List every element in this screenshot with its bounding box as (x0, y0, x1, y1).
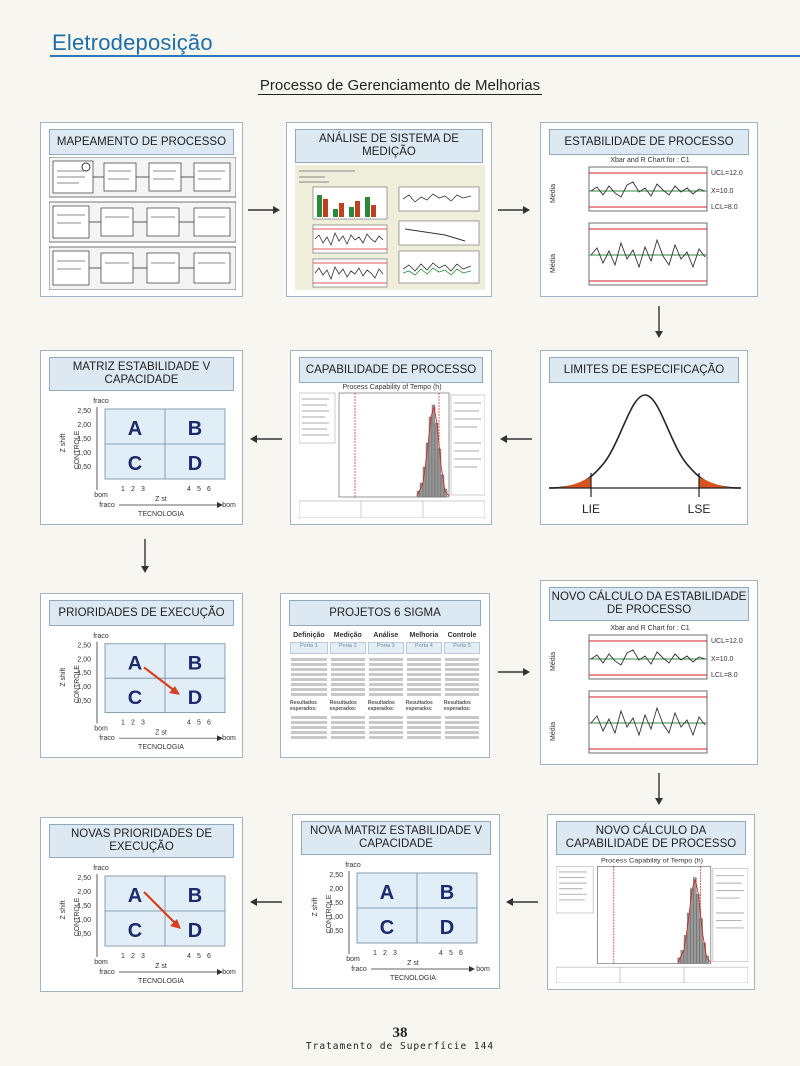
x-tick: 2 (131, 953, 135, 960)
results-label: Resultados esperados: (405, 700, 433, 712)
section-title: Eletrodeposição (52, 30, 213, 55)
zst-label: Z st (155, 963, 167, 970)
process-map (49, 157, 234, 288)
card-title: ESTABILIDADE DE PROCESSO (549, 129, 749, 155)
y-bottom-label: bom (346, 956, 360, 963)
matrix-cell-c: C (127, 920, 143, 942)
y-label-bottom: Média (550, 253, 557, 273)
ucl-label: UCL=12.0 (711, 638, 743, 645)
card-msa (286, 122, 492, 297)
y-tick: 0,50 (329, 928, 343, 935)
phase-text (443, 655, 481, 699)
y-tick: 1,50 (77, 670, 91, 678)
x-tick: 5 (197, 953, 201, 960)
y-top-label: fraco (93, 865, 109, 872)
chart-title: Xbar and R Chart for : C1 (610, 625, 690, 632)
xbar-r-svg (549, 155, 751, 290)
x-tick: 3 (141, 953, 145, 960)
dmaic-grid (289, 630, 481, 742)
x-axis-label: TECNOLOGIA (390, 975, 436, 982)
arrow-left (248, 895, 284, 909)
phase-header: Definição (293, 632, 325, 639)
y-axis-label: CONTROLE (326, 894, 333, 934)
arrow-left (504, 895, 540, 909)
matrix-cell-c: C (127, 686, 143, 709)
x-right-label: bom (222, 502, 236, 509)
y-tick: 2,50 (329, 872, 343, 879)
dmaic-table (289, 630, 481, 749)
phase-step: Porta 2 (330, 642, 366, 654)
card-mapeamento (40, 122, 243, 297)
y-tick: 1,00 (77, 450, 91, 457)
y-tick: 1,00 (329, 914, 343, 921)
x-tick: 5 (197, 486, 201, 493)
y-tick: 2,00 (329, 886, 343, 893)
card-limites (540, 350, 748, 525)
phase-step: Porta 4 (406, 642, 442, 654)
matrix-svg (49, 395, 236, 518)
matrix-cell-a: A (127, 652, 143, 675)
y-bottom-label: bom (94, 959, 108, 966)
y-tick: 1,50 (77, 903, 91, 910)
matrix-cell-c: C (379, 917, 395, 939)
capability-chart (299, 383, 483, 516)
y-tick: 1,00 (77, 684, 91, 692)
normal-curve (549, 385, 739, 516)
x-tick: 6 (459, 950, 463, 957)
msa-charts (295, 165, 485, 290)
mean-label: X=10.0 (711, 188, 734, 195)
card-novo-capabilidade (547, 814, 755, 990)
chart-title: Process Capability of Tempo (h) (342, 384, 442, 391)
x-tick: 4 (187, 486, 191, 493)
y-top-label: fraco (345, 862, 361, 869)
x-tick: 3 (393, 950, 397, 957)
card-estabilidade (540, 122, 758, 297)
x-tick: 1 (121, 719, 125, 727)
xbar-r-chart (549, 623, 749, 756)
arrow-left (498, 432, 534, 446)
y-tick: 2,00 (77, 889, 91, 896)
zshift-label: Z shift (59, 667, 68, 687)
x-tick: 6 (207, 953, 211, 960)
matrix-chart (301, 859, 491, 980)
x-tick: 1 (121, 486, 125, 493)
normal-curve-svg (549, 385, 741, 518)
matrix-cell-a: A (379, 882, 395, 904)
zst-label: Z st (155, 729, 167, 737)
y-label-bottom: Média (550, 721, 557, 741)
phase-header: Controle (447, 632, 477, 639)
phase-step: Porta 1 (290, 642, 328, 654)
lse-label: LSE (687, 502, 711, 516)
card-title: LIMITES DE ESPECIFICAÇÃO (549, 357, 739, 383)
x-tick: 1 (373, 950, 377, 957)
phase-step: Porta 3 (368, 642, 404, 654)
header-rule (50, 55, 800, 57)
arrow-right (496, 665, 532, 679)
x-axis-label: TECNOLOGIA (138, 744, 184, 751)
lcl-label: LCL=8.0 (711, 204, 738, 211)
publication-name: Tratamento de Superfície 144 (305, 1041, 495, 1052)
y-tick: 1,50 (329, 900, 343, 907)
zshift-label: Z shift (60, 900, 67, 920)
results-label: Resultados esperados: (443, 700, 471, 712)
x-left-label: fraco (351, 966, 367, 973)
y-tick: 1,00 (77, 917, 91, 924)
y-bottom-label: bom (94, 492, 108, 499)
phase-header: Medição (333, 632, 362, 639)
process-map-diagram (49, 157, 236, 290)
chart-title: Process Capability of Tempo (h) (600, 857, 704, 865)
x-tick: 2 (383, 950, 387, 957)
mean-label: X=10.0 (711, 656, 734, 663)
x-tick: 6 (207, 486, 211, 493)
matrix-svg (301, 859, 493, 982)
card-title: PRIORIDADES DE EXECUÇÃO (49, 600, 234, 626)
matrix-cell-b: B (187, 418, 203, 440)
x-right-label: bom (222, 735, 236, 743)
x-tick: 1 (121, 953, 125, 960)
x-left-label: fraco (99, 502, 115, 509)
matrix-cell-d: D (187, 920, 203, 942)
card-prioridades (40, 593, 243, 758)
y-bottom-label: bom (94, 725, 108, 733)
y-top-label: fraco (93, 398, 109, 405)
lcl-label: LCL=8.0 (711, 672, 738, 679)
zst-label: Z st (155, 496, 167, 503)
x-tick: 3 (141, 719, 145, 727)
y-tick: 0,50 (77, 464, 91, 471)
matrix-cell-b: B (439, 882, 455, 904)
zst-label: Z st (407, 960, 419, 967)
card-capabilidade (290, 350, 492, 525)
card-projetos (280, 593, 490, 758)
phase-header: Melhoria (409, 632, 439, 639)
phase-text (405, 713, 443, 742)
arrow-down (138, 537, 152, 575)
matrix-cell-a: A (127, 418, 143, 440)
card-title: NOVA MATRIZ ESTABILIDADE V CAPACIDADE (301, 821, 491, 855)
card-novas-prioridades (40, 817, 243, 992)
capability-svg (299, 383, 485, 518)
x-tick: 4 (439, 950, 443, 957)
phase-text (367, 713, 405, 742)
msa-sixpack (295, 165, 483, 288)
y-tick: 2,50 (77, 408, 91, 415)
x-tick: 2 (131, 486, 135, 493)
x-tick: 5 (197, 719, 201, 727)
card-matriz (40, 350, 243, 525)
matrix-cell-d: D (439, 917, 455, 939)
y-tick: 1,50 (77, 436, 91, 443)
phase-text (329, 713, 367, 742)
arrow-down (652, 771, 666, 807)
card-title: MAPEAMENTO DE PROCESSO (49, 129, 234, 155)
matrix-cell-b: B (187, 885, 203, 907)
page-subtitle: Processo de Gerenciamento de Melhorias (259, 77, 541, 94)
matrix-cell-d: D (187, 453, 203, 475)
ucl-label: UCL=12.0 (711, 170, 743, 177)
card-title: PROJETOS 6 SIGMA (289, 600, 481, 626)
phase-text (289, 713, 329, 742)
y-tick: 0,50 (77, 697, 91, 705)
arrow-right (246, 203, 282, 217)
phase-header: Análise (373, 632, 399, 639)
matrix-cell-a: A (127, 885, 143, 907)
x-tick: 3 (141, 486, 145, 493)
lie-label: LIE (581, 502, 601, 516)
page-number: 38 (392, 1025, 408, 1041)
x-right-label: bom (476, 966, 490, 973)
y-tick: 2,00 (77, 422, 91, 429)
matrix-cell-c: C (127, 453, 143, 475)
card-title: NOVO CÁLCULO DA CAPABILIDADE DE PROCESSO (556, 821, 746, 855)
card-novo-estabilidade (540, 580, 758, 765)
phase-text (405, 655, 443, 699)
zshift-label: Z shift (312, 897, 319, 917)
y-top-label: fraco (93, 632, 109, 640)
arrow-right (496, 203, 532, 217)
x-left-label: fraco (99, 969, 115, 976)
priority-matrix (49, 630, 234, 749)
x-axis-label: TECNOLOGIA (138, 511, 184, 518)
phase-text (443, 713, 481, 742)
y-label-top: Média (550, 183, 557, 203)
page-header (0, 0, 800, 58)
phase-text (367, 655, 405, 699)
y-axis-label: CONTROLE (74, 897, 81, 937)
matrix-svg (49, 862, 236, 985)
y-tick: 2,50 (77, 875, 91, 882)
capability-svg (556, 857, 748, 983)
chart-title: Xbar and R Chart for : C1 (610, 157, 690, 164)
matrix-chart (49, 395, 234, 516)
x-tick: 2 (131, 719, 135, 727)
x-tick: 4 (187, 953, 191, 960)
x-tick: 6 (207, 719, 211, 727)
arrow-down (652, 304, 666, 340)
y-axis-label: CONTROLE (73, 664, 82, 704)
y-label-top: Média (550, 651, 557, 671)
phase-step: Porta 5 (444, 642, 480, 654)
y-tick: 2,50 (77, 642, 91, 650)
matrix-cell-d: D (187, 686, 203, 709)
xbar-r-chart (549, 155, 749, 288)
results-label: Resultados esperados: (290, 700, 317, 712)
card-title: ANÁLISE DE SISTEMA DE MEDIÇÃO (295, 129, 483, 163)
phase-text (329, 655, 367, 699)
card-title: MATRIZ ESTABILIDADE V CAPACIDADE (49, 357, 234, 391)
capability-chart (556, 857, 746, 981)
x-tick: 5 (449, 950, 453, 957)
y-tick: 0,50 (77, 931, 91, 938)
x-left-label: fraco (99, 735, 115, 743)
card-title: NOVO CÁLCULO DA ESTABILIDADE DE PROCESSO (549, 587, 749, 621)
matrix-svg (49, 630, 236, 751)
results-label: Resultados esperados: (367, 700, 395, 712)
y-axis-label: CONTROLE (74, 430, 81, 470)
x-tick: 4 (187, 719, 191, 727)
card-nova-matriz (292, 814, 500, 989)
zshift-label: Z shift (60, 433, 67, 453)
matrix-cell-b: B (187, 652, 203, 675)
phase-text (289, 655, 329, 699)
results-label: Resultados esperados: (329, 700, 357, 712)
y-tick: 2,00 (77, 656, 91, 664)
arrow-left (248, 432, 284, 446)
card-title: CAPABILIDADE DE PROCESSO (299, 357, 483, 383)
xbar-r-svg (549, 623, 751, 758)
card-title: NOVAS PRIORIDADES DE EXECUÇÃO (49, 824, 234, 858)
x-right-label: bom (222, 969, 236, 976)
x-axis-label: TECNOLOGIA (138, 978, 184, 985)
priority-matrix (49, 862, 234, 983)
